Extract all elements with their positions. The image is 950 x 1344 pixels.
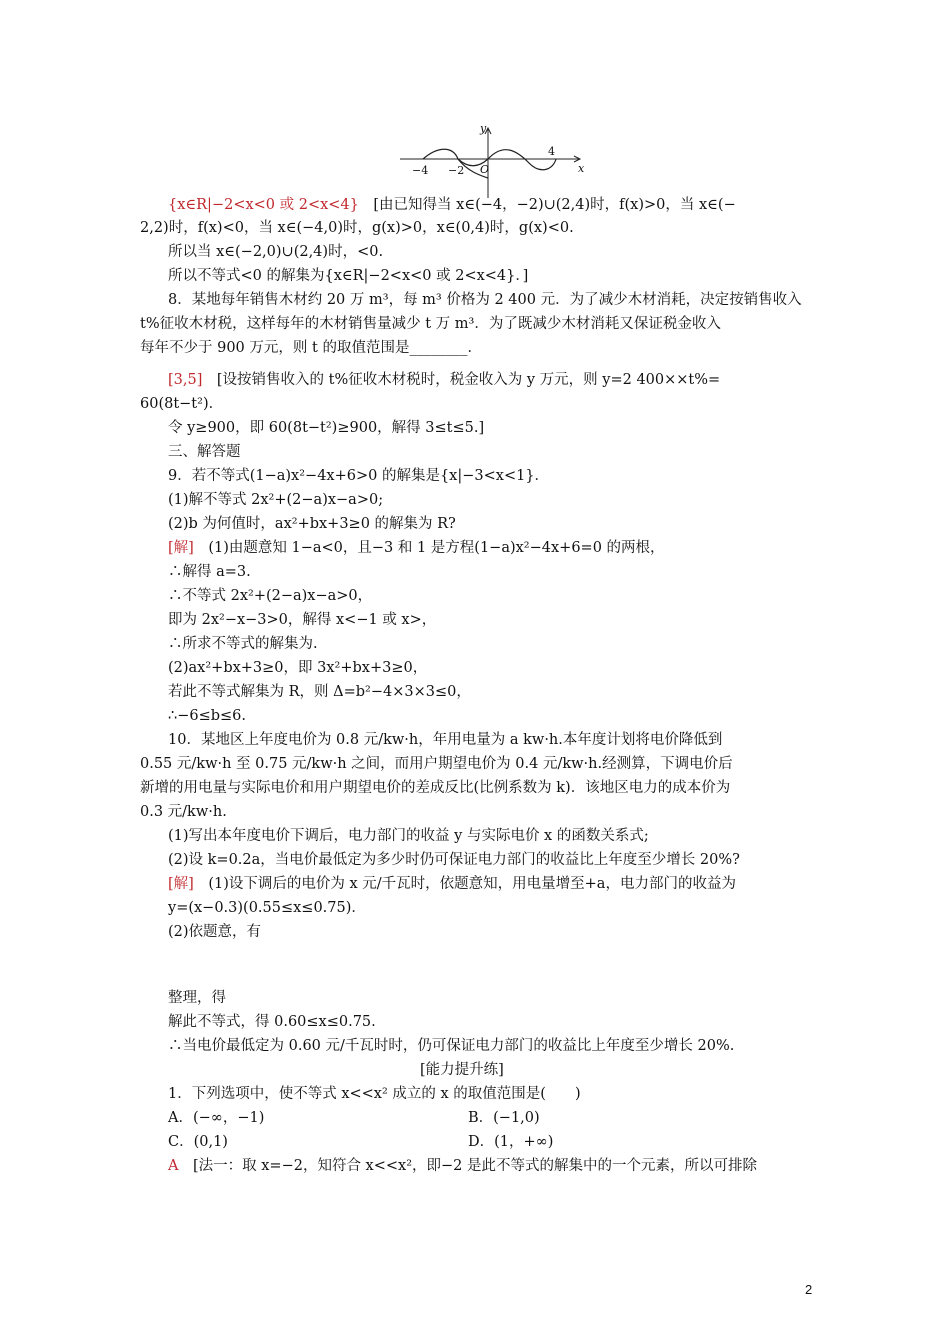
text-segment: 2,2)时，f(x)<0，当 x∈(−4,0)时，g(x)>0，x∈(0,4)时，g(x)<0. xyxy=(140,220,574,236)
text-segment: 若此不等式解集为 R，则 Δ=b²−4×3×3≤0， xyxy=(168,684,471,700)
text-line xyxy=(168,826,649,846)
text-line xyxy=(140,394,223,414)
text-line xyxy=(168,586,372,606)
text-line xyxy=(140,338,482,358)
text-line xyxy=(468,1108,540,1128)
curve-g xyxy=(458,150,556,170)
text-segment: C．(0,1) xyxy=(168,1134,228,1150)
text-segment: t%征收木材税，这样每年的木材销售量减少 t 万 m³．为了既减少木材消耗又保证税金收入 xyxy=(140,316,721,332)
text-segment: (2)ax²+bx+3≥0，即 3x²+bx+3≥0， xyxy=(168,660,428,676)
text-segment: 整理，得 xyxy=(168,990,226,1006)
text-segment: [能力提升练] xyxy=(420,1062,504,1078)
text-line xyxy=(168,634,318,654)
text-line xyxy=(168,1084,581,1104)
origin-label: O xyxy=(480,163,490,176)
text-segment: (2)依题意，有 xyxy=(168,924,262,940)
text-line xyxy=(140,754,733,774)
y-axis-label: y xyxy=(480,122,487,135)
text-line xyxy=(168,266,528,286)
text-segment: 所以不等式<0 的解集为{x∈R|−2<x<0 或 2<x<4}．] xyxy=(168,268,529,284)
text-segment: 三、解答题 xyxy=(168,444,241,460)
text-segment: (2)设 k=0.2a，当电价最低定为多少时仍可保证电力部门的收益比上年度至少增长 20%? xyxy=(168,852,740,868)
text-segment: 1．下列选项中，使不等式 x<<x² 成立的 x 的取值范围是( ) xyxy=(168,1086,581,1102)
text-segment: ∴不等式 2x²+(2−a)x−a>0， xyxy=(168,588,373,604)
text-line xyxy=(168,850,740,870)
tick-label-neg2: −2 xyxy=(448,164,465,177)
text-segment: 8．某地每年销售木材约 20 万 m³，每 m³ 价格为 2 400 元．为了减少木材消耗，决定按销售收入 xyxy=(168,292,802,308)
text-line xyxy=(168,514,456,534)
text-segment: (1)写出本年度电价下调后，电力部门的收益 y 与实际电价 x 的函数关系式; xyxy=(168,828,649,844)
text-line xyxy=(168,442,241,462)
text-segment: (1)解不等式 2x²+(2−a)x−a>0; xyxy=(168,492,384,508)
text-line xyxy=(168,538,665,558)
text-line xyxy=(168,610,436,630)
text-line xyxy=(140,802,227,822)
text-segment: ∴−6≤b≤6. xyxy=(168,708,247,724)
text-line xyxy=(168,1108,264,1128)
text-line xyxy=(168,290,802,310)
text-line xyxy=(168,370,720,390)
text-line xyxy=(168,562,251,582)
text-line xyxy=(168,490,383,510)
text-segment: 所以当 x∈(−2,0)∪(2,4)时，<0. xyxy=(168,244,384,260)
text-segment: ∴所求不等式的解集为. xyxy=(168,636,318,652)
text-line xyxy=(168,418,484,438)
text-line xyxy=(168,988,226,1008)
text-line xyxy=(168,874,736,894)
text-segment: 0.55 元/kw·h 至 0.75 元/kw·h 之间，而用户期望电价为 0.4 元/kw·h.经测算，下调电价后 xyxy=(140,756,733,772)
text-line xyxy=(168,898,366,918)
answer-highlight: [解] xyxy=(168,876,194,892)
text-line xyxy=(140,218,574,238)
tick-label-4: 4 xyxy=(548,145,555,158)
page-number: 2 xyxy=(805,1282,813,1297)
text-line xyxy=(168,1012,376,1032)
text-segment: [由已知得当 x∈(−4，−2)∪(2,4)时，f(x)>0，当 x∈(− xyxy=(358,197,736,213)
text-segment: [法一：取 x=−2，知符合 x<<x²，即−2 是此不等式的解集中的一个元素，所以可排除 xyxy=(178,1158,758,1174)
text-segment: 60(8t−t²)． xyxy=(140,396,224,412)
text-segment: 令 y≥900，即 60(8t−t²)≥900，解得 3≤t≤5.] xyxy=(168,420,485,436)
tick-label-neg4: −4 xyxy=(412,164,429,177)
x-axis-label: x xyxy=(578,162,585,175)
text-segment: 即为 2x²−x−3>0，解得 x<−1 或 x>， xyxy=(168,612,437,628)
text-segment: 10．某地区上年度电价为 0.8 元/kw·h，年用电量为 a kw·h.本年度计划将电价降低到 xyxy=(168,732,723,748)
text-line xyxy=(168,1132,228,1152)
text-segment: 0.3 元/kw·h. xyxy=(140,804,227,820)
text-line xyxy=(168,466,549,486)
text-segment: 9．若不等式(1−a)x²−4x+6>0 的解集是{x|−3<x<1}． xyxy=(168,468,550,484)
text-line xyxy=(168,730,722,750)
answer-highlight: [3,5] xyxy=(168,372,203,388)
text-line xyxy=(168,242,383,262)
text-segment: ∴当电价最低定为 0.60 元/千瓦时时，仍可保证电力部门的收益比上年度至少增长 20%. xyxy=(168,1038,735,1054)
text-line xyxy=(168,1036,734,1056)
text-segment: 每年不少于 900 万元，则 t 的取值范围是________． xyxy=(140,340,482,356)
text-segment: [设按销售收入的 t%征收木材税时，税金收入为 y 万元，则 y=2 400××t%= xyxy=(202,372,721,388)
text-segment: 解此不等式，得 0.60≤x≤0.75. xyxy=(168,1014,376,1030)
answer-highlight: {x∈R|−2<x<0 或 2<x<4} xyxy=(168,197,359,213)
text-segment: A．(−∞，−1) xyxy=(168,1110,265,1126)
text-line xyxy=(168,682,471,702)
text-segment: B．(−1,0) xyxy=(468,1110,540,1126)
text-line xyxy=(168,922,261,942)
text-line xyxy=(168,195,736,215)
answer-highlight: A xyxy=(168,1158,179,1174)
text-segment: D．(1，+∞) xyxy=(468,1134,554,1150)
text-segment: ∴解得 a=3. xyxy=(168,564,251,580)
text-line xyxy=(468,1132,553,1152)
text-segment: y=(x−0.3)(0.55≤x≤0.75)． xyxy=(168,900,366,916)
text-line xyxy=(168,706,246,726)
text-line xyxy=(140,314,721,334)
text-segment: (1)由题意知 1−a<0，且−3 和 1 是方程(1−a)x²−4x+6=0 的两根， xyxy=(193,540,665,556)
text-segment: (1)设下调后的电价为 x 元/千瓦时，依题意知，用电量增至+a，电力部门的收益为 xyxy=(193,876,736,892)
text-line xyxy=(420,1060,504,1080)
text-segment: (2)b 为何值时，ax²+bx+3≥0 的解集为 R? xyxy=(168,516,456,532)
answer-highlight: [解] xyxy=(168,540,194,556)
text-line xyxy=(140,778,730,798)
text-segment: 新增的用电量与实际电价和用户期望电价的差成反比(比例系数为 k)．该地区电力的成本价为 xyxy=(140,780,731,796)
text-line xyxy=(168,658,427,678)
function-graph xyxy=(398,120,588,200)
text-line xyxy=(168,1156,757,1176)
